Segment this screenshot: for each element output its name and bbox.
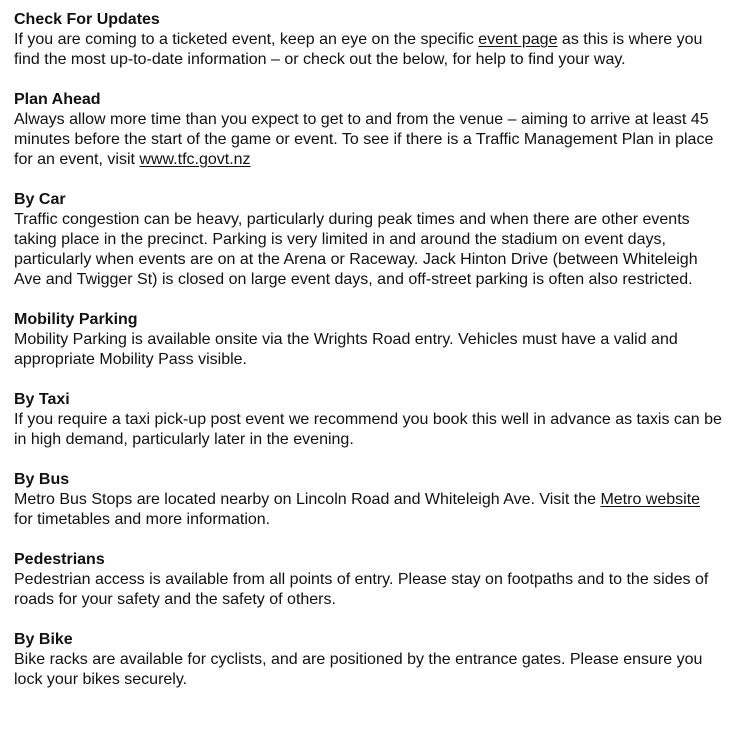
body-text: Metro Bus Stops are located nearby on Lincoln Road and Whiteleigh Ave. Visit the — [14, 491, 601, 508]
section-heading: Mobility Parking — [14, 311, 138, 328]
section-heading: By Bus — [14, 471, 70, 488]
section-body — [14, 110, 723, 170]
section-body: Mobility Parking is available onsite via the Wrights Road entry. Vehicles must have a valid and appropriate Mobility Pass visible. — [14, 331, 678, 368]
section-heading: By Taxi — [14, 391, 70, 408]
body-text: as this is where you find the most up-to-date information – or check out the below, for help to find your way. — [14, 31, 703, 68]
section-body: If you require a taxi pick-up post event we recommend you book this well in advance as taxis can be in high demand, particularly later in the evening. — [14, 411, 722, 448]
event-page-link[interactable]: event page — [478, 31, 558, 48]
section-heading: By Bike — [14, 631, 73, 648]
section-by-bus — [14, 470, 723, 530]
section-mobility-parking — [14, 310, 723, 370]
section-heading: By Car — [14, 191, 66, 208]
section-body: Bike racks are available for cyclists, and are positioned by the entrance gates. Please ensure you lock your bikes securely. — [14, 651, 703, 688]
section-body: Traffic congestion can be heavy, particularly during peak times and when there are other events taking place in the precinct. Parking is very limited in and around the stadium on event days, particularly when events are on at the Arena or Raceway. Jack Hinton Drive (between Whiteleigh Ave and Twigger St) is closed on large event days, and off-street parking is often also restricted. — [14, 211, 698, 288]
section-body: Pedestrian access is available from all points of entry. Please stay on footpaths and to the sides of roads for your safety and the safety of others. — [14, 571, 709, 608]
section-by-bike — [14, 630, 723, 690]
section-plan-ahead — [14, 90, 723, 170]
body-text: If you are coming to a ticketed event, keep an eye on the specific — [14, 31, 479, 48]
section-by-car — [14, 190, 723, 290]
section-by-taxi — [14, 390, 723, 450]
section-pedestrians — [14, 550, 723, 610]
section-check-for-updates — [14, 10, 723, 70]
section-heading: Check For Updates — [14, 11, 160, 28]
metro-website-link[interactable]: Metro website — [600, 491, 701, 508]
body-text: Always allow more time than you expect to get to and from the venue – aiming to arrive at least 45 minutes before the start of the game or event. To see if there is a Traffic Management Plan in place for an event, visit — [14, 111, 714, 168]
section-body — [14, 490, 723, 530]
tfc-website-link[interactable]: www.tfc.govt.nz — [139, 151, 251, 168]
section-heading: Plan Ahead — [14, 91, 101, 108]
section-heading: Pedestrians — [14, 551, 105, 568]
body-text: for timetables and more information. — [14, 511, 271, 528]
section-body — [14, 30, 723, 70]
